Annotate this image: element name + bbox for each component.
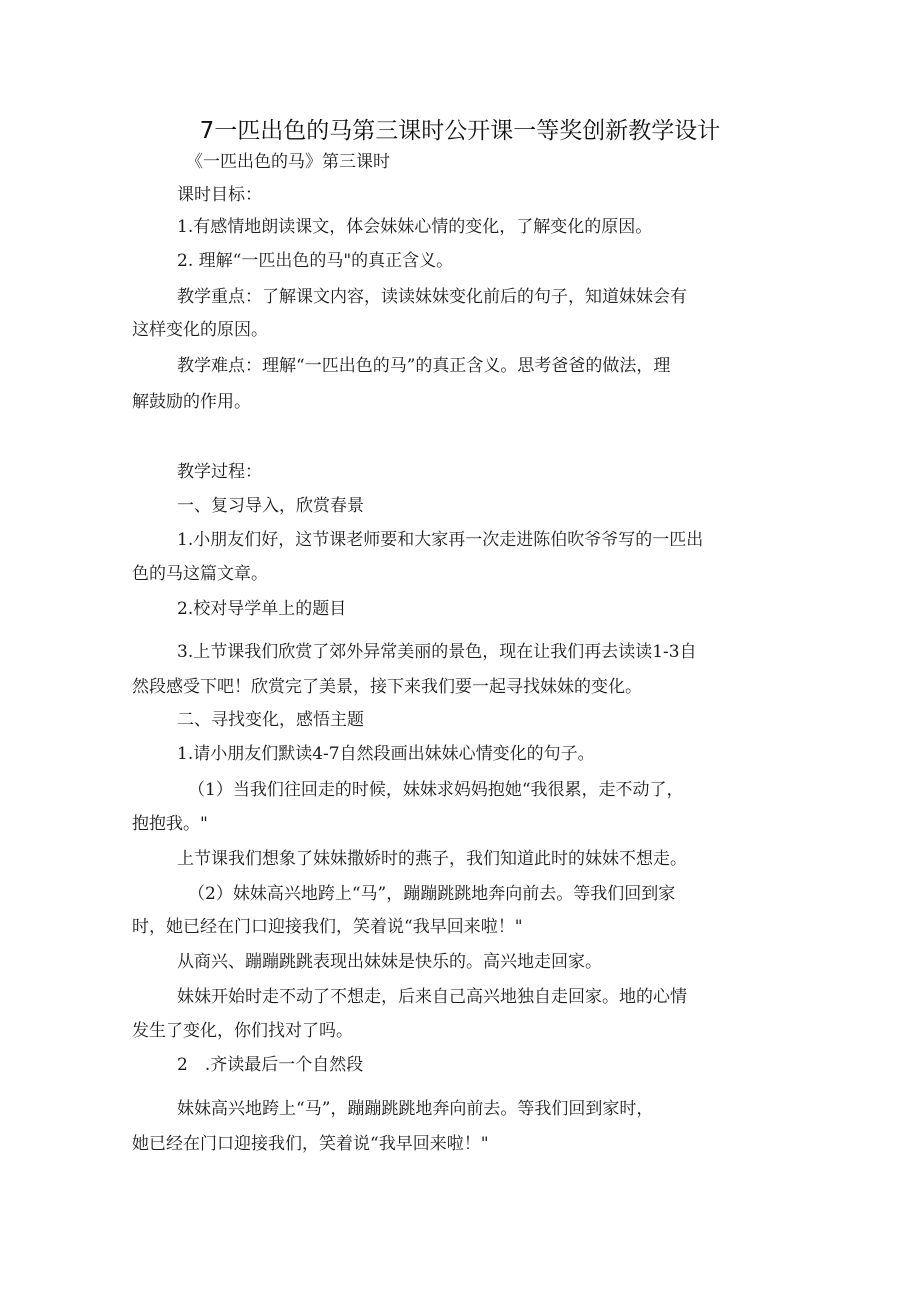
section-2-heading: 二、寻找变化，感悟主题 <box>177 710 364 730</box>
item-2-line-2: 时，她已经在门口迎接我们，笑着说“我早回来啦！" <box>132 917 523 937</box>
section-1-heading: 一、复习导入，欣赏春景 <box>177 496 364 516</box>
paragraph-8-line-2: 她已经在门口迎接我们，笑着说“我早回来啦！" <box>132 1134 489 1154</box>
item-2-line-1: （2）妹妹高兴地跨上“马”，蹦蹦跳跳地奔向前去。等我们回到家 <box>188 884 676 904</box>
paragraph-3-line-2: 然段感受下吧！欣赏完了美景，接下来我们要一起寻找妹妹的变化。 <box>132 677 642 697</box>
process-heading: 教学过程： <box>177 462 262 482</box>
difficulty-line-1: 教学难点：理解“一匹出色的马”的真正含义。思考爸爸的做法，理 <box>177 356 671 376</box>
paragraph-1-line-2: 色的马这篇文章。 <box>132 564 268 584</box>
key-point-line-2: 这样变化的原因。 <box>132 320 268 340</box>
paragraph-3-line-1: 3.上节课我们欣赏了郊外异常美丽的景色，现在让我们再去读读1-3自 <box>177 642 697 662</box>
paragraph-8-line-1: 妹妹高兴地跨上“马”，蹦蹦跳跳地奔向前去。等我们回到家时， <box>177 1099 654 1119</box>
item-1-line-2: 抱抱我。" <box>132 814 208 834</box>
subtitle-line: 《一匹出色的马》第三课时 <box>186 152 390 172</box>
paragraph-5: 上节课我们想象了妹妹撒娇时的燕子，我们知道此时的妹妹不想走。 <box>177 849 687 869</box>
objective-2: 2. 理解“一匹出色的马"的真正含义。 <box>177 251 454 271</box>
paragraph-1-line-1: 1.小朋友们好，这节课老师要和大家再一次走进陈伯吹爷爷写的一匹出 <box>177 530 704 550</box>
paragraph-2: 2.校对导学单上的题目 <box>177 599 347 619</box>
difficulty-line-2: 解鼓励的作用。 <box>132 392 251 412</box>
paragraph-7-line-1: 妹妹开始时走不动了不想走，后来自己高兴地独自走回家。地的心情 <box>177 987 687 1007</box>
item-1-line-1: （1）当我们往回走的时候，妹妹求妈妈抱她“我很累，走不动了， <box>188 780 684 800</box>
objectives-heading: 课时目标： <box>177 185 262 205</box>
document-title: 7一匹出色的马第三课时公开课一等奖创新教学设计 <box>199 118 721 144</box>
paragraph-6: 从商兴、蹦蹦跳跳表现出妹妹是快乐的。高兴地走回家。 <box>177 952 602 972</box>
paragraph-7-line-2: 发生了变化，你们找对了吗。 <box>132 1021 353 1041</box>
item-3-heading: 2 .齐读最后一个自然段 <box>177 1055 364 1075</box>
paragraph-4: 1.请小朋友们默读4-7自然段画出妹妹心情变化的句子。 <box>177 744 595 764</box>
objective-1: 1.有感情地朗读课文，体会妹妹心情的变化，了解变化的原因。 <box>177 217 653 237</box>
key-point-line-1: 教学重点：了解课文内容，读读妹妹变化前后的句子，知道妹妹会有 <box>177 287 687 307</box>
